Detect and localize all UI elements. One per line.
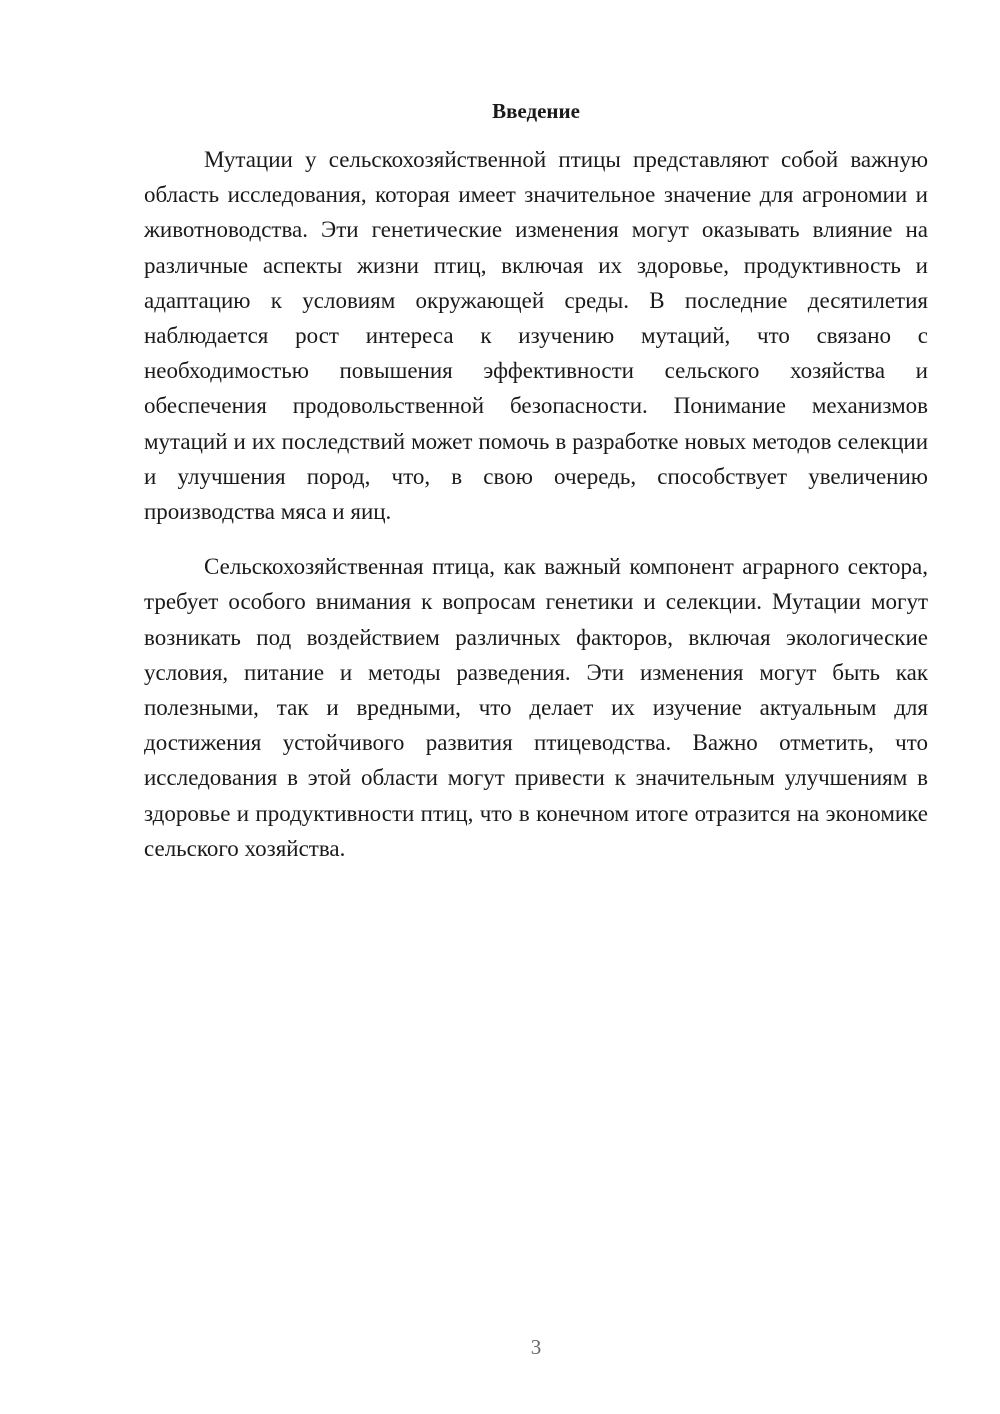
body-text xyxy=(144,142,928,866)
paragraph-1: Мутации у сельскохозяйственной птицы представляют собой важную область исследования, которая имеет значительное значение для агрономии и животноводства. Эти генетические изменения могут оказывать влияние на различные аспекты жизни птиц, включая их здоровье, продуктивность и адаптацию к условиям окружающей среды. В последние десятилетия наблюдается рост интереса к изучению мутаций, что связано с необходимостью повышения эффективности сельского хозяйства и обеспечения продовольственной безопасности. Понимание механизмов мутаций и их последствий может помочь в разработке новых методов селекции и улучшения пород, что, в свою очередь, способствует увеличению производства мяса и яиц. xyxy=(144,147,928,525)
section-title: Введение xyxy=(492,99,580,123)
paragraph-2: Сельскохозяйственная птица, как важный компонент аграрного сектора, требует особого внимания к вопросам генетики и селекции. Мутации могут возникать под воздействием различных факторов, включая экологические условия, питание и методы разведения. Эти изменения могут быть как полезными, так и вредными, что делает их изучение актуальным для достижения устойчивого развития птицеводства. Важно отметить, что исследования в этой области могут привести к значительным улучшениям в здоровье и продуктивности птиц, что в конечном итоге отразится на экономике сельского хозяйства. xyxy=(144,554,928,861)
page-number: 3 xyxy=(530,1335,542,1359)
